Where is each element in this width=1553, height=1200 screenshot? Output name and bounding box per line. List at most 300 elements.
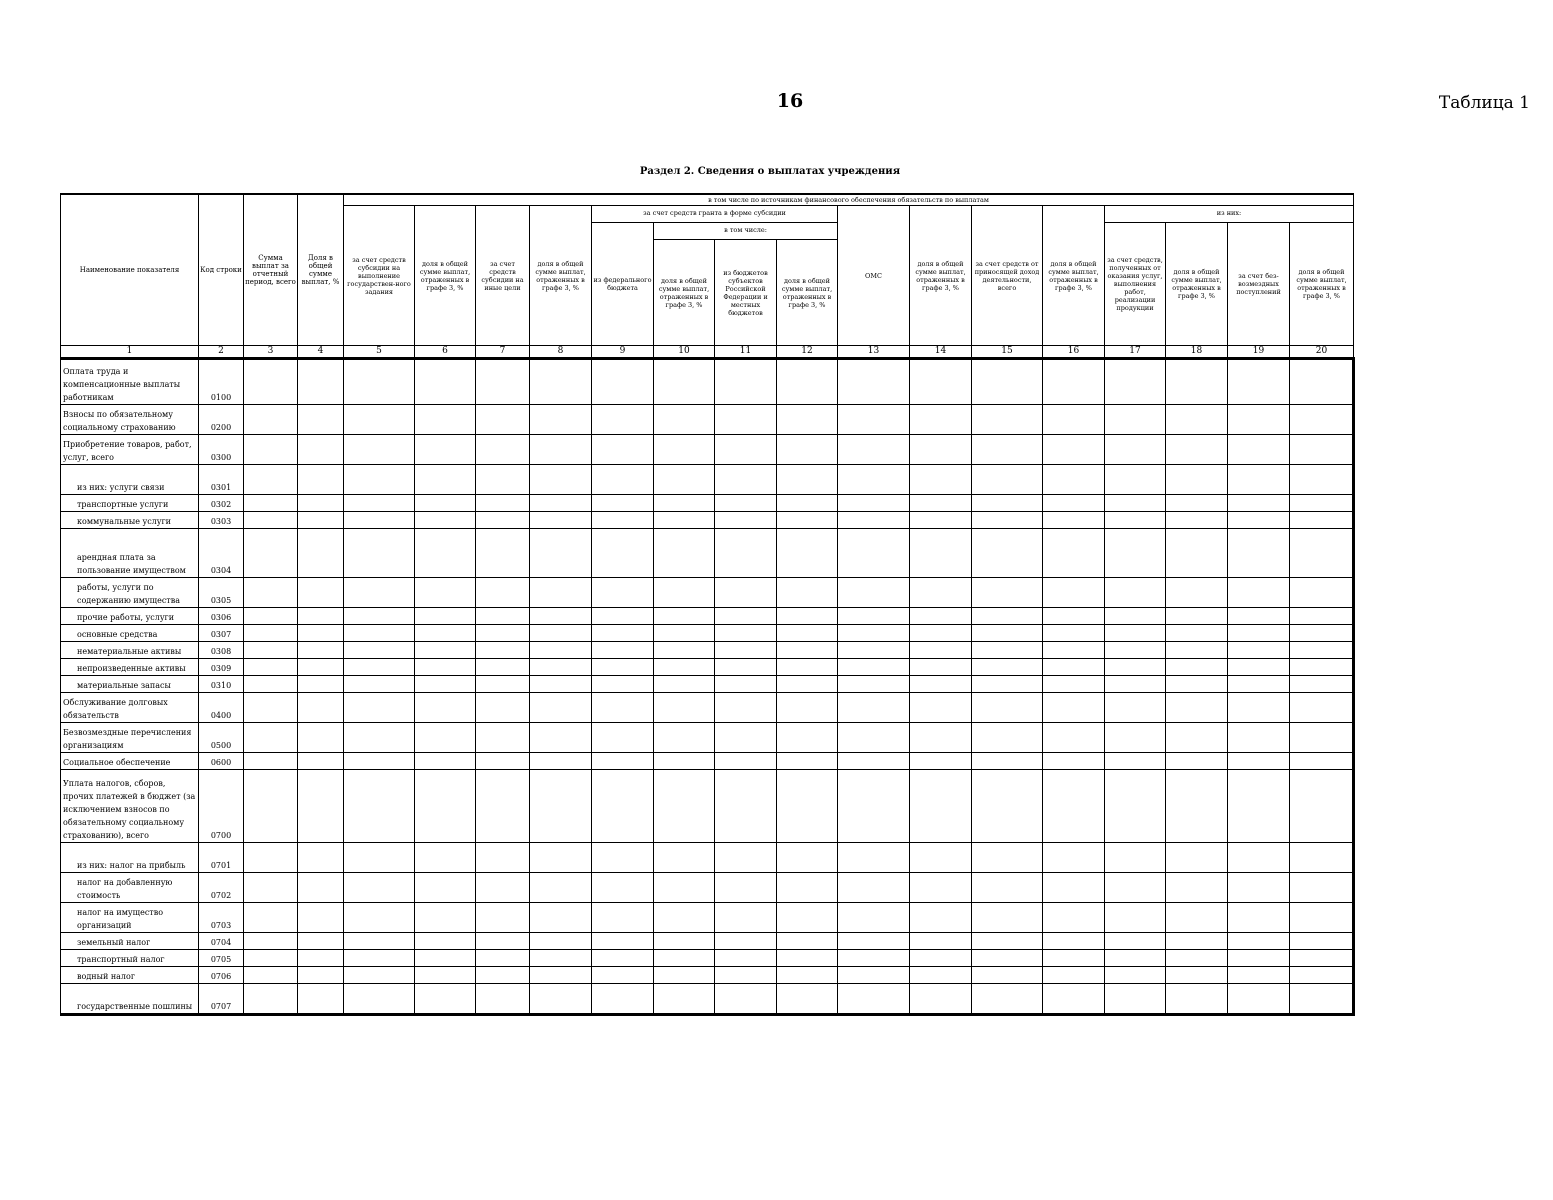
value-cell-col-18[interactable]: [1166, 723, 1228, 753]
value-cell-col-20[interactable]: [1290, 495, 1354, 512]
value-cell-col-3[interactable]: [244, 676, 298, 693]
value-cell-col-11[interactable]: [715, 359, 777, 405]
value-cell-col-20[interactable]: [1290, 723, 1354, 753]
value-cell-col-9[interactable]: [592, 512, 654, 529]
value-cell-col-3[interactable]: [244, 984, 298, 1015]
value-cell-col-8[interactable]: [530, 642, 592, 659]
value-cell-col-10[interactable]: [654, 770, 715, 843]
value-cell-col-16[interactable]: [1043, 933, 1105, 950]
value-cell-col-15[interactable]: [972, 608, 1043, 625]
value-cell-col-20[interactable]: [1290, 529, 1354, 578]
value-cell-col-15[interactable]: [972, 933, 1043, 950]
value-cell-col-18[interactable]: [1166, 770, 1228, 843]
value-cell-col-9[interactable]: [592, 359, 654, 405]
value-cell-col-8[interactable]: [530, 359, 592, 405]
value-cell-col-10[interactable]: [654, 659, 715, 676]
value-cell-col-14[interactable]: [910, 693, 972, 723]
value-cell-col-6[interactable]: [415, 529, 476, 578]
value-cell-col-6[interactable]: [415, 465, 476, 495]
value-cell-col-12[interactable]: [777, 405, 838, 435]
value-cell-col-7[interactable]: [476, 933, 530, 950]
value-cell-col-13[interactable]: [838, 676, 910, 693]
value-cell-col-17[interactable]: [1105, 608, 1166, 625]
value-cell-col-10[interactable]: [654, 753, 715, 770]
value-cell-col-16[interactable]: [1043, 608, 1105, 625]
value-cell-col-20[interactable]: [1290, 608, 1354, 625]
value-cell-col-4[interactable]: [298, 465, 344, 495]
value-cell-col-18[interactable]: [1166, 359, 1228, 405]
value-cell-col-18[interactable]: [1166, 659, 1228, 676]
value-cell-col-12[interactable]: [777, 933, 838, 950]
value-cell-col-17[interactable]: [1105, 984, 1166, 1015]
value-cell-col-15[interactable]: [972, 843, 1043, 873]
value-cell-col-13[interactable]: [838, 770, 910, 843]
value-cell-col-12[interactable]: [777, 642, 838, 659]
value-cell-col-12[interactable]: [777, 693, 838, 723]
value-cell-col-20[interactable]: [1290, 950, 1354, 967]
value-cell-col-11[interactable]: [715, 753, 777, 770]
value-cell-col-14[interactable]: [910, 625, 972, 642]
value-cell-col-12[interactable]: [777, 723, 838, 753]
value-cell-col-15[interactable]: [972, 984, 1043, 1015]
value-cell-col-18[interactable]: [1166, 435, 1228, 465]
value-cell-col-5[interactable]: [344, 465, 415, 495]
value-cell-col-7[interactable]: [476, 512, 530, 529]
value-cell-col-18[interactable]: [1166, 950, 1228, 967]
value-cell-col-13[interactable]: [838, 495, 910, 512]
value-cell-col-8[interactable]: [530, 578, 592, 608]
value-cell-col-8[interactable]: [530, 625, 592, 642]
value-cell-col-15[interactable]: [972, 753, 1043, 770]
value-cell-col-18[interactable]: [1166, 405, 1228, 435]
value-cell-col-17[interactable]: [1105, 578, 1166, 608]
value-cell-col-7[interactable]: [476, 873, 530, 903]
value-cell-col-6[interactable]: [415, 435, 476, 465]
value-cell-col-13[interactable]: [838, 873, 910, 903]
value-cell-col-6[interactable]: [415, 578, 476, 608]
value-cell-col-12[interactable]: [777, 903, 838, 933]
value-cell-col-7[interactable]: [476, 405, 530, 435]
value-cell-col-4[interactable]: [298, 770, 344, 843]
value-cell-col-10[interactable]: [654, 642, 715, 659]
value-cell-col-15[interactable]: [972, 625, 1043, 642]
value-cell-col-20[interactable]: [1290, 903, 1354, 933]
value-cell-col-9[interactable]: [592, 693, 654, 723]
value-cell-col-9[interactable]: [592, 405, 654, 435]
value-cell-col-19[interactable]: [1228, 770, 1290, 843]
value-cell-col-9[interactable]: [592, 625, 654, 642]
value-cell-col-7[interactable]: [476, 950, 530, 967]
value-cell-col-9[interactable]: [592, 495, 654, 512]
value-cell-col-20[interactable]: [1290, 933, 1354, 950]
value-cell-col-19[interactable]: [1228, 659, 1290, 676]
value-cell-col-10[interactable]: [654, 723, 715, 753]
value-cell-col-4[interactable]: [298, 359, 344, 405]
value-cell-col-13[interactable]: [838, 625, 910, 642]
value-cell-col-9[interactable]: [592, 529, 654, 578]
value-cell-col-12[interactable]: [777, 435, 838, 465]
value-cell-col-10[interactable]: [654, 625, 715, 642]
value-cell-col-7[interactable]: [476, 723, 530, 753]
value-cell-col-12[interactable]: [777, 529, 838, 578]
value-cell-col-20[interactable]: [1290, 359, 1354, 405]
value-cell-col-8[interactable]: [530, 693, 592, 723]
value-cell-col-11[interactable]: [715, 512, 777, 529]
value-cell-col-15[interactable]: [972, 676, 1043, 693]
value-cell-col-10[interactable]: [654, 903, 715, 933]
value-cell-col-5[interactable]: [344, 676, 415, 693]
value-cell-col-9[interactable]: [592, 723, 654, 753]
value-cell-col-19[interactable]: [1228, 625, 1290, 642]
value-cell-col-15[interactable]: [972, 495, 1043, 512]
value-cell-col-13[interactable]: [838, 984, 910, 1015]
value-cell-col-18[interactable]: [1166, 933, 1228, 950]
value-cell-col-3[interactable]: [244, 359, 298, 405]
value-cell-col-5[interactable]: [344, 723, 415, 753]
value-cell-col-20[interactable]: [1290, 578, 1354, 608]
value-cell-col-13[interactable]: [838, 950, 910, 967]
value-cell-col-12[interactable]: [777, 578, 838, 608]
value-cell-col-19[interactable]: [1228, 693, 1290, 723]
value-cell-col-6[interactable]: [415, 676, 476, 693]
value-cell-col-13[interactable]: [838, 753, 910, 770]
value-cell-col-7[interactable]: [476, 753, 530, 770]
value-cell-col-17[interactable]: [1105, 465, 1166, 495]
value-cell-col-4[interactable]: [298, 435, 344, 465]
value-cell-col-10[interactable]: [654, 933, 715, 950]
value-cell-col-11[interactable]: [715, 770, 777, 843]
value-cell-col-13[interactable]: [838, 405, 910, 435]
value-cell-col-15[interactable]: [972, 405, 1043, 435]
value-cell-col-9[interactable]: [592, 465, 654, 495]
value-cell-col-4[interactable]: [298, 495, 344, 512]
value-cell-col-11[interactable]: [715, 676, 777, 693]
value-cell-col-6[interactable]: [415, 967, 476, 984]
value-cell-col-9[interactable]: [592, 435, 654, 465]
value-cell-col-19[interactable]: [1228, 359, 1290, 405]
value-cell-col-6[interactable]: [415, 753, 476, 770]
value-cell-col-5[interactable]: [344, 435, 415, 465]
value-cell-col-14[interactable]: [910, 465, 972, 495]
value-cell-col-12[interactable]: [777, 753, 838, 770]
value-cell-col-6[interactable]: [415, 512, 476, 529]
value-cell-col-3[interactable]: [244, 753, 298, 770]
value-cell-col-19[interactable]: [1228, 642, 1290, 659]
value-cell-col-11[interactable]: [715, 843, 777, 873]
value-cell-col-10[interactable]: [654, 435, 715, 465]
value-cell-col-9[interactable]: [592, 903, 654, 933]
value-cell-col-3[interactable]: [244, 405, 298, 435]
value-cell-col-8[interactable]: [530, 608, 592, 625]
value-cell-col-18[interactable]: [1166, 967, 1228, 984]
value-cell-col-6[interactable]: [415, 903, 476, 933]
value-cell-col-4[interactable]: [298, 608, 344, 625]
value-cell-col-18[interactable]: [1166, 873, 1228, 903]
value-cell-col-17[interactable]: [1105, 625, 1166, 642]
value-cell-col-15[interactable]: [972, 529, 1043, 578]
value-cell-col-17[interactable]: [1105, 529, 1166, 578]
value-cell-col-5[interactable]: [344, 359, 415, 405]
value-cell-col-6[interactable]: [415, 608, 476, 625]
value-cell-col-10[interactable]: [654, 495, 715, 512]
value-cell-col-5[interactable]: [344, 625, 415, 642]
value-cell-col-12[interactable]: [777, 608, 838, 625]
value-cell-col-18[interactable]: [1166, 903, 1228, 933]
value-cell-col-7[interactable]: [476, 465, 530, 495]
value-cell-col-7[interactable]: [476, 578, 530, 608]
value-cell-col-3[interactable]: [244, 608, 298, 625]
value-cell-col-18[interactable]: [1166, 608, 1228, 625]
value-cell-col-15[interactable]: [972, 359, 1043, 405]
value-cell-col-14[interactable]: [910, 903, 972, 933]
value-cell-col-6[interactable]: [415, 642, 476, 659]
value-cell-col-16[interactable]: [1043, 753, 1105, 770]
value-cell-col-17[interactable]: [1105, 903, 1166, 933]
value-cell-col-10[interactable]: [654, 967, 715, 984]
value-cell-col-15[interactable]: [972, 435, 1043, 465]
value-cell-col-8[interactable]: [530, 676, 592, 693]
value-cell-col-16[interactable]: [1043, 676, 1105, 693]
value-cell-col-11[interactable]: [715, 495, 777, 512]
value-cell-col-16[interactable]: [1043, 359, 1105, 405]
value-cell-col-19[interactable]: [1228, 933, 1290, 950]
value-cell-col-5[interactable]: [344, 967, 415, 984]
value-cell-col-17[interactable]: [1105, 873, 1166, 903]
value-cell-col-15[interactable]: [972, 465, 1043, 495]
value-cell-col-14[interactable]: [910, 495, 972, 512]
value-cell-col-19[interactable]: [1228, 512, 1290, 529]
value-cell-col-7[interactable]: [476, 495, 530, 512]
value-cell-col-14[interactable]: [910, 873, 972, 903]
value-cell-col-12[interactable]: [777, 770, 838, 843]
value-cell-col-8[interactable]: [530, 950, 592, 967]
value-cell-col-10[interactable]: [654, 843, 715, 873]
value-cell-col-7[interactable]: [476, 843, 530, 873]
value-cell-col-3[interactable]: [244, 967, 298, 984]
value-cell-col-8[interactable]: [530, 967, 592, 984]
value-cell-col-14[interactable]: [910, 723, 972, 753]
value-cell-col-3[interactable]: [244, 578, 298, 608]
value-cell-col-5[interactable]: [344, 753, 415, 770]
value-cell-col-8[interactable]: [530, 659, 592, 676]
value-cell-col-13[interactable]: [838, 512, 910, 529]
value-cell-col-19[interactable]: [1228, 495, 1290, 512]
value-cell-col-8[interactable]: [530, 495, 592, 512]
value-cell-col-16[interactable]: [1043, 967, 1105, 984]
value-cell-col-6[interactable]: [415, 950, 476, 967]
value-cell-col-15[interactable]: [972, 723, 1043, 753]
value-cell-col-17[interactable]: [1105, 435, 1166, 465]
value-cell-col-11[interactable]: [715, 435, 777, 465]
value-cell-col-4[interactable]: [298, 753, 344, 770]
value-cell-col-12[interactable]: [777, 984, 838, 1015]
value-cell-col-14[interactable]: [910, 843, 972, 873]
value-cell-col-13[interactable]: [838, 529, 910, 578]
value-cell-col-19[interactable]: [1228, 529, 1290, 578]
value-cell-col-7[interactable]: [476, 359, 530, 405]
value-cell-col-20[interactable]: [1290, 843, 1354, 873]
value-cell-col-9[interactable]: [592, 770, 654, 843]
value-cell-col-15[interactable]: [972, 967, 1043, 984]
value-cell-col-14[interactable]: [910, 659, 972, 676]
value-cell-col-16[interactable]: [1043, 693, 1105, 723]
value-cell-col-9[interactable]: [592, 984, 654, 1015]
value-cell-col-19[interactable]: [1228, 903, 1290, 933]
value-cell-col-18[interactable]: [1166, 676, 1228, 693]
value-cell-col-3[interactable]: [244, 435, 298, 465]
value-cell-col-17[interactable]: [1105, 843, 1166, 873]
value-cell-col-12[interactable]: [777, 495, 838, 512]
value-cell-col-5[interactable]: [344, 933, 415, 950]
value-cell-col-4[interactable]: [298, 578, 344, 608]
value-cell-col-18[interactable]: [1166, 578, 1228, 608]
value-cell-col-10[interactable]: [654, 693, 715, 723]
value-cell-col-18[interactable]: [1166, 529, 1228, 578]
value-cell-col-17[interactable]: [1105, 495, 1166, 512]
value-cell-col-3[interactable]: [244, 873, 298, 903]
value-cell-col-5[interactable]: [344, 512, 415, 529]
value-cell-col-19[interactable]: [1228, 967, 1290, 984]
value-cell-col-4[interactable]: [298, 873, 344, 903]
value-cell-col-17[interactable]: [1105, 753, 1166, 770]
value-cell-col-17[interactable]: [1105, 659, 1166, 676]
value-cell-col-14[interactable]: [910, 578, 972, 608]
value-cell-col-10[interactable]: [654, 529, 715, 578]
value-cell-col-16[interactable]: [1043, 873, 1105, 903]
value-cell-col-5[interactable]: [344, 608, 415, 625]
value-cell-col-9[interactable]: [592, 578, 654, 608]
value-cell-col-5[interactable]: [344, 903, 415, 933]
value-cell-col-20[interactable]: [1290, 642, 1354, 659]
value-cell-col-5[interactable]: [344, 770, 415, 843]
value-cell-col-8[interactable]: [530, 465, 592, 495]
value-cell-col-8[interactable]: [530, 512, 592, 529]
value-cell-col-13[interactable]: [838, 843, 910, 873]
value-cell-col-4[interactable]: [298, 967, 344, 984]
value-cell-col-6[interactable]: [415, 495, 476, 512]
value-cell-col-11[interactable]: [715, 578, 777, 608]
value-cell-col-20[interactable]: [1290, 465, 1354, 495]
value-cell-col-5[interactable]: [344, 578, 415, 608]
value-cell-col-16[interactable]: [1043, 903, 1105, 933]
value-cell-col-4[interactable]: [298, 950, 344, 967]
value-cell-col-10[interactable]: [654, 984, 715, 1015]
value-cell-col-13[interactable]: [838, 359, 910, 405]
value-cell-col-14[interactable]: [910, 529, 972, 578]
value-cell-col-5[interactable]: [344, 950, 415, 967]
value-cell-col-14[interactable]: [910, 770, 972, 843]
value-cell-col-8[interactable]: [530, 753, 592, 770]
value-cell-col-11[interactable]: [715, 723, 777, 753]
value-cell-col-16[interactable]: [1043, 465, 1105, 495]
value-cell-col-8[interactable]: [530, 435, 592, 465]
value-cell-col-15[interactable]: [972, 950, 1043, 967]
value-cell-col-5[interactable]: [344, 659, 415, 676]
value-cell-col-12[interactable]: [777, 843, 838, 873]
value-cell-col-20[interactable]: [1290, 405, 1354, 435]
value-cell-col-4[interactable]: [298, 843, 344, 873]
value-cell-col-9[interactable]: [592, 642, 654, 659]
value-cell-col-11[interactable]: [715, 465, 777, 495]
value-cell-col-3[interactable]: [244, 465, 298, 495]
value-cell-col-19[interactable]: [1228, 873, 1290, 903]
value-cell-col-3[interactable]: [244, 903, 298, 933]
value-cell-col-6[interactable]: [415, 984, 476, 1015]
value-cell-col-11[interactable]: [715, 873, 777, 903]
value-cell-col-10[interactable]: [654, 676, 715, 693]
value-cell-col-6[interactable]: [415, 843, 476, 873]
value-cell-col-20[interactable]: [1290, 967, 1354, 984]
value-cell-col-8[interactable]: [530, 405, 592, 435]
value-cell-col-4[interactable]: [298, 903, 344, 933]
value-cell-col-17[interactable]: [1105, 676, 1166, 693]
value-cell-col-12[interactable]: [777, 676, 838, 693]
value-cell-col-20[interactable]: [1290, 676, 1354, 693]
value-cell-col-16[interactable]: [1043, 529, 1105, 578]
value-cell-col-13[interactable]: [838, 578, 910, 608]
value-cell-col-18[interactable]: [1166, 693, 1228, 723]
value-cell-col-14[interactable]: [910, 512, 972, 529]
value-cell-col-16[interactable]: [1043, 625, 1105, 642]
value-cell-col-4[interactable]: [298, 984, 344, 1015]
value-cell-col-11[interactable]: [715, 405, 777, 435]
value-cell-col-4[interactable]: [298, 529, 344, 578]
value-cell-col-4[interactable]: [298, 625, 344, 642]
value-cell-col-20[interactable]: [1290, 512, 1354, 529]
value-cell-col-8[interactable]: [530, 873, 592, 903]
value-cell-col-4[interactable]: [298, 659, 344, 676]
value-cell-col-20[interactable]: [1290, 770, 1354, 843]
value-cell-col-12[interactable]: [777, 950, 838, 967]
value-cell-col-16[interactable]: [1043, 405, 1105, 435]
value-cell-col-6[interactable]: [415, 873, 476, 903]
value-cell-col-7[interactable]: [476, 435, 530, 465]
value-cell-col-13[interactable]: [838, 608, 910, 625]
value-cell-col-9[interactable]: [592, 608, 654, 625]
value-cell-col-16[interactable]: [1043, 950, 1105, 967]
value-cell-col-4[interactable]: [298, 933, 344, 950]
value-cell-col-7[interactable]: [476, 659, 530, 676]
value-cell-col-13[interactable]: [838, 933, 910, 950]
value-cell-col-19[interactable]: [1228, 676, 1290, 693]
value-cell-col-13[interactable]: [838, 903, 910, 933]
value-cell-col-7[interactable]: [476, 770, 530, 843]
value-cell-col-10[interactable]: [654, 465, 715, 495]
value-cell-col-9[interactable]: [592, 843, 654, 873]
value-cell-col-19[interactable]: [1228, 753, 1290, 770]
value-cell-col-15[interactable]: [972, 578, 1043, 608]
value-cell-col-19[interactable]: [1228, 843, 1290, 873]
value-cell-col-3[interactable]: [244, 659, 298, 676]
value-cell-col-5[interactable]: [344, 642, 415, 659]
value-cell-col-9[interactable]: [592, 873, 654, 903]
value-cell-col-19[interactable]: [1228, 984, 1290, 1015]
value-cell-col-12[interactable]: [777, 659, 838, 676]
value-cell-col-7[interactable]: [476, 984, 530, 1015]
value-cell-col-8[interactable]: [530, 529, 592, 578]
value-cell-col-18[interactable]: [1166, 984, 1228, 1015]
value-cell-col-20[interactable]: [1290, 625, 1354, 642]
value-cell-col-18[interactable]: [1166, 843, 1228, 873]
value-cell-col-18[interactable]: [1166, 642, 1228, 659]
value-cell-col-16[interactable]: [1043, 495, 1105, 512]
value-cell-col-12[interactable]: [777, 967, 838, 984]
value-cell-col-16[interactable]: [1043, 642, 1105, 659]
value-cell-col-5[interactable]: [344, 873, 415, 903]
value-cell-col-8[interactable]: [530, 984, 592, 1015]
value-cell-col-14[interactable]: [910, 405, 972, 435]
value-cell-col-8[interactable]: [530, 843, 592, 873]
